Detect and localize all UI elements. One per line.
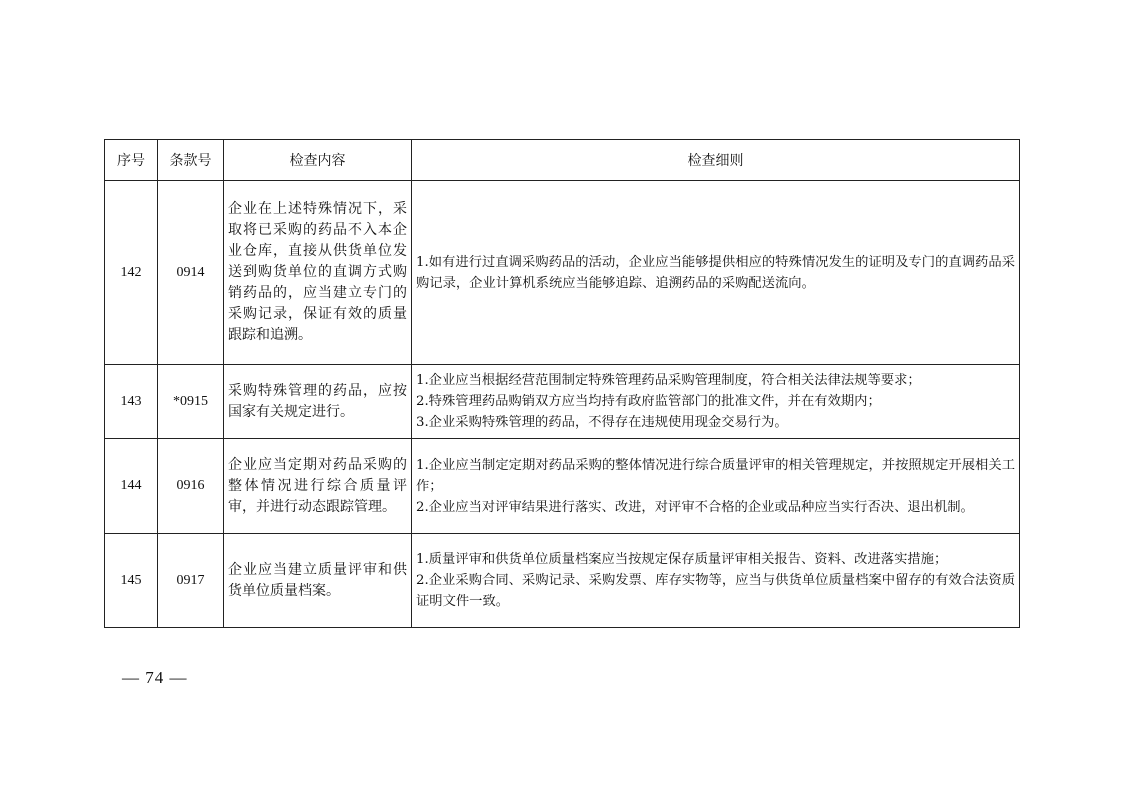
- table-row: [105, 439, 1020, 534]
- page-number: — 74 —: [122, 668, 188, 687]
- row-details: [412, 365, 1020, 439]
- row-seq: 143: [105, 365, 158, 439]
- detail-line: 3.企业采购特殊管理的药品，不得存在违规使用现金交易行为。: [416, 415, 788, 430]
- detail-line: 1.企业应当根据经营范围制定特殊管理药品采购管理制度，符合相关法律法规等要求；: [416, 373, 921, 388]
- row-clause: 0917: [158, 534, 224, 628]
- row-content: 企业应当建立质量评审和供货单位质量档案。: [224, 534, 412, 628]
- table-row: [105, 365, 1020, 439]
- row-seq: 145: [105, 534, 158, 628]
- row-clause: 0916: [158, 439, 224, 534]
- detail-line: 1.如有进行过直调采购药品的活动，企业应当能够提供相应的特殊情况发生的证明及专门的直调药品采购记录，企业计算机系统应当能够追踪、追溯药品的采购配送流向。: [416, 254, 1015, 291]
- row-details: [412, 439, 1020, 534]
- detail-line: 1.企业应当制定定期对药品采购的整体情况进行综合质量评审的相关管理规定，并按照规定开展相关工作；: [416, 457, 1015, 494]
- header-details: 检查细则: [412, 140, 1020, 181]
- row-clause: *0915: [158, 365, 224, 439]
- table-row: [105, 534, 1020, 628]
- row-content: 采购特殊管理的药品，应按国家有关规定进行。: [224, 365, 412, 439]
- header-clause: 条款号: [158, 140, 224, 181]
- detail-line: 2.特殊管理药品购销双方应当均持有政府监管部门的批准文件，并在有效期内；: [416, 394, 881, 409]
- row-details: [412, 181, 1020, 365]
- row-seq: 144: [105, 439, 158, 534]
- table-header-row: [105, 140, 1020, 181]
- row-details: [412, 534, 1020, 628]
- detail-line: 2.企业应当对评审结果进行落实、改进，对评审不合格的企业或品种应当实行否决、退出机制。: [416, 499, 974, 515]
- row-content: 企业应当定期对药品采购的整体情况进行综合质量评审，并进行动态跟踪管理。: [224, 439, 412, 534]
- detail-line: 2.企业采购合同、采购记录、采购发票、库存实物等，应当与供货单位质量档案中留存的有效合法资质证明文件一致。: [416, 573, 1015, 609]
- header-content: 检查内容: [224, 140, 412, 181]
- row-content: 企业在上述特殊情况下，采取将已采购的药品不入本企业仓库，直接从供货单位发送到购货单位的直调方式购销药品的，应当建立专门的采购记录，保证有效的质量跟踪和追溯。: [224, 181, 412, 365]
- inspection-table: [104, 139, 1020, 628]
- detail-line: 1.质量评审和供货单位质量档案应当按规定保存质量评审相关报告、资料、改进落实措施；: [416, 552, 948, 567]
- row-clause: 0914: [158, 181, 224, 365]
- header-seq: 序号: [105, 140, 158, 181]
- row-seq: 142: [105, 181, 158, 365]
- table-row: [105, 181, 1020, 365]
